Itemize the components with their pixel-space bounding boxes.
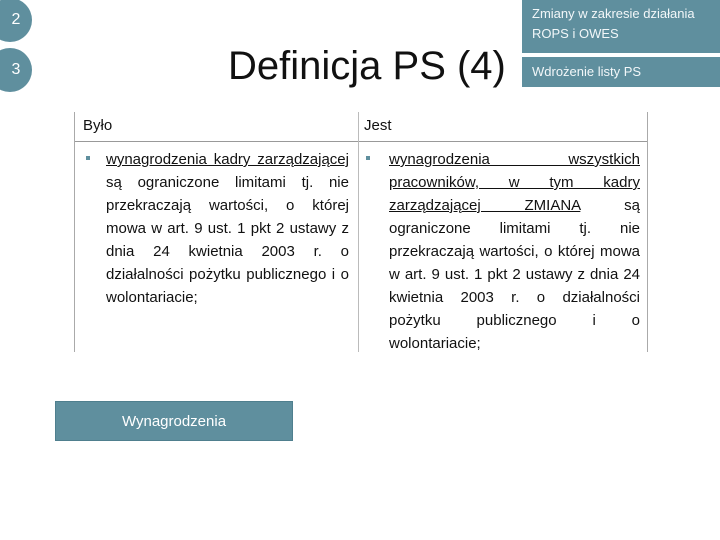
column-divider	[358, 112, 359, 352]
tab-rops-owes[interactable]	[522, 0, 720, 53]
before-text: są ograniczone limitami tj. nie przekraczają wartości, o której mowa w art. 9 ust. 1 pkt 2 ustawy z dnia 24 kwietnia 2003 r. o działalności pożytku publicznego i o wolontariacie;	[106, 174, 349, 306]
page-title: Definicja PS (4)	[228, 44, 506, 88]
bullet-icon	[366, 156, 370, 160]
table-header	[75, 112, 647, 142]
tab-rops-owes-label: Zmiany w zakresie działania ROPS i OWES	[532, 6, 695, 41]
wynagrodzenia-button-label: Wynagrodzenia	[121, 412, 227, 430]
tab-lista-ps[interactable]	[522, 57, 720, 87]
slide-3-nav[interactable]	[0, 48, 32, 92]
cell-after	[389, 148, 640, 355]
cell-before	[106, 148, 349, 309]
header-before: Było	[83, 117, 113, 134]
after-underlined: wynagrodzenia wszystkich pracowników, w tym kadry zarządzającej ZMIANA	[389, 151, 640, 214]
wynagrodzenia-button[interactable]	[55, 401, 293, 441]
slide-2-label: 2	[11, 11, 21, 28]
slide-3-label: 3	[11, 61, 21, 78]
header-after: Jest	[364, 117, 392, 134]
bullet-icon	[86, 156, 90, 160]
comparison-table	[74, 112, 648, 352]
tab-lista-ps-label: Wdrożenie listy PS	[532, 64, 642, 79]
before-underlined: wynagrodzenia kadry zarządzającej	[106, 151, 349, 168]
after-text: są ograniczone limitami tj. nie przekraczają wartości, o której mowa w art. 9 ust. 1 pkt 2 ustawy z dnia 24 kwietnia 2003 r. o działalności pożytku publicznego i o wolontariacie;	[389, 197, 640, 352]
slide-2-nav[interactable]	[0, 0, 32, 42]
